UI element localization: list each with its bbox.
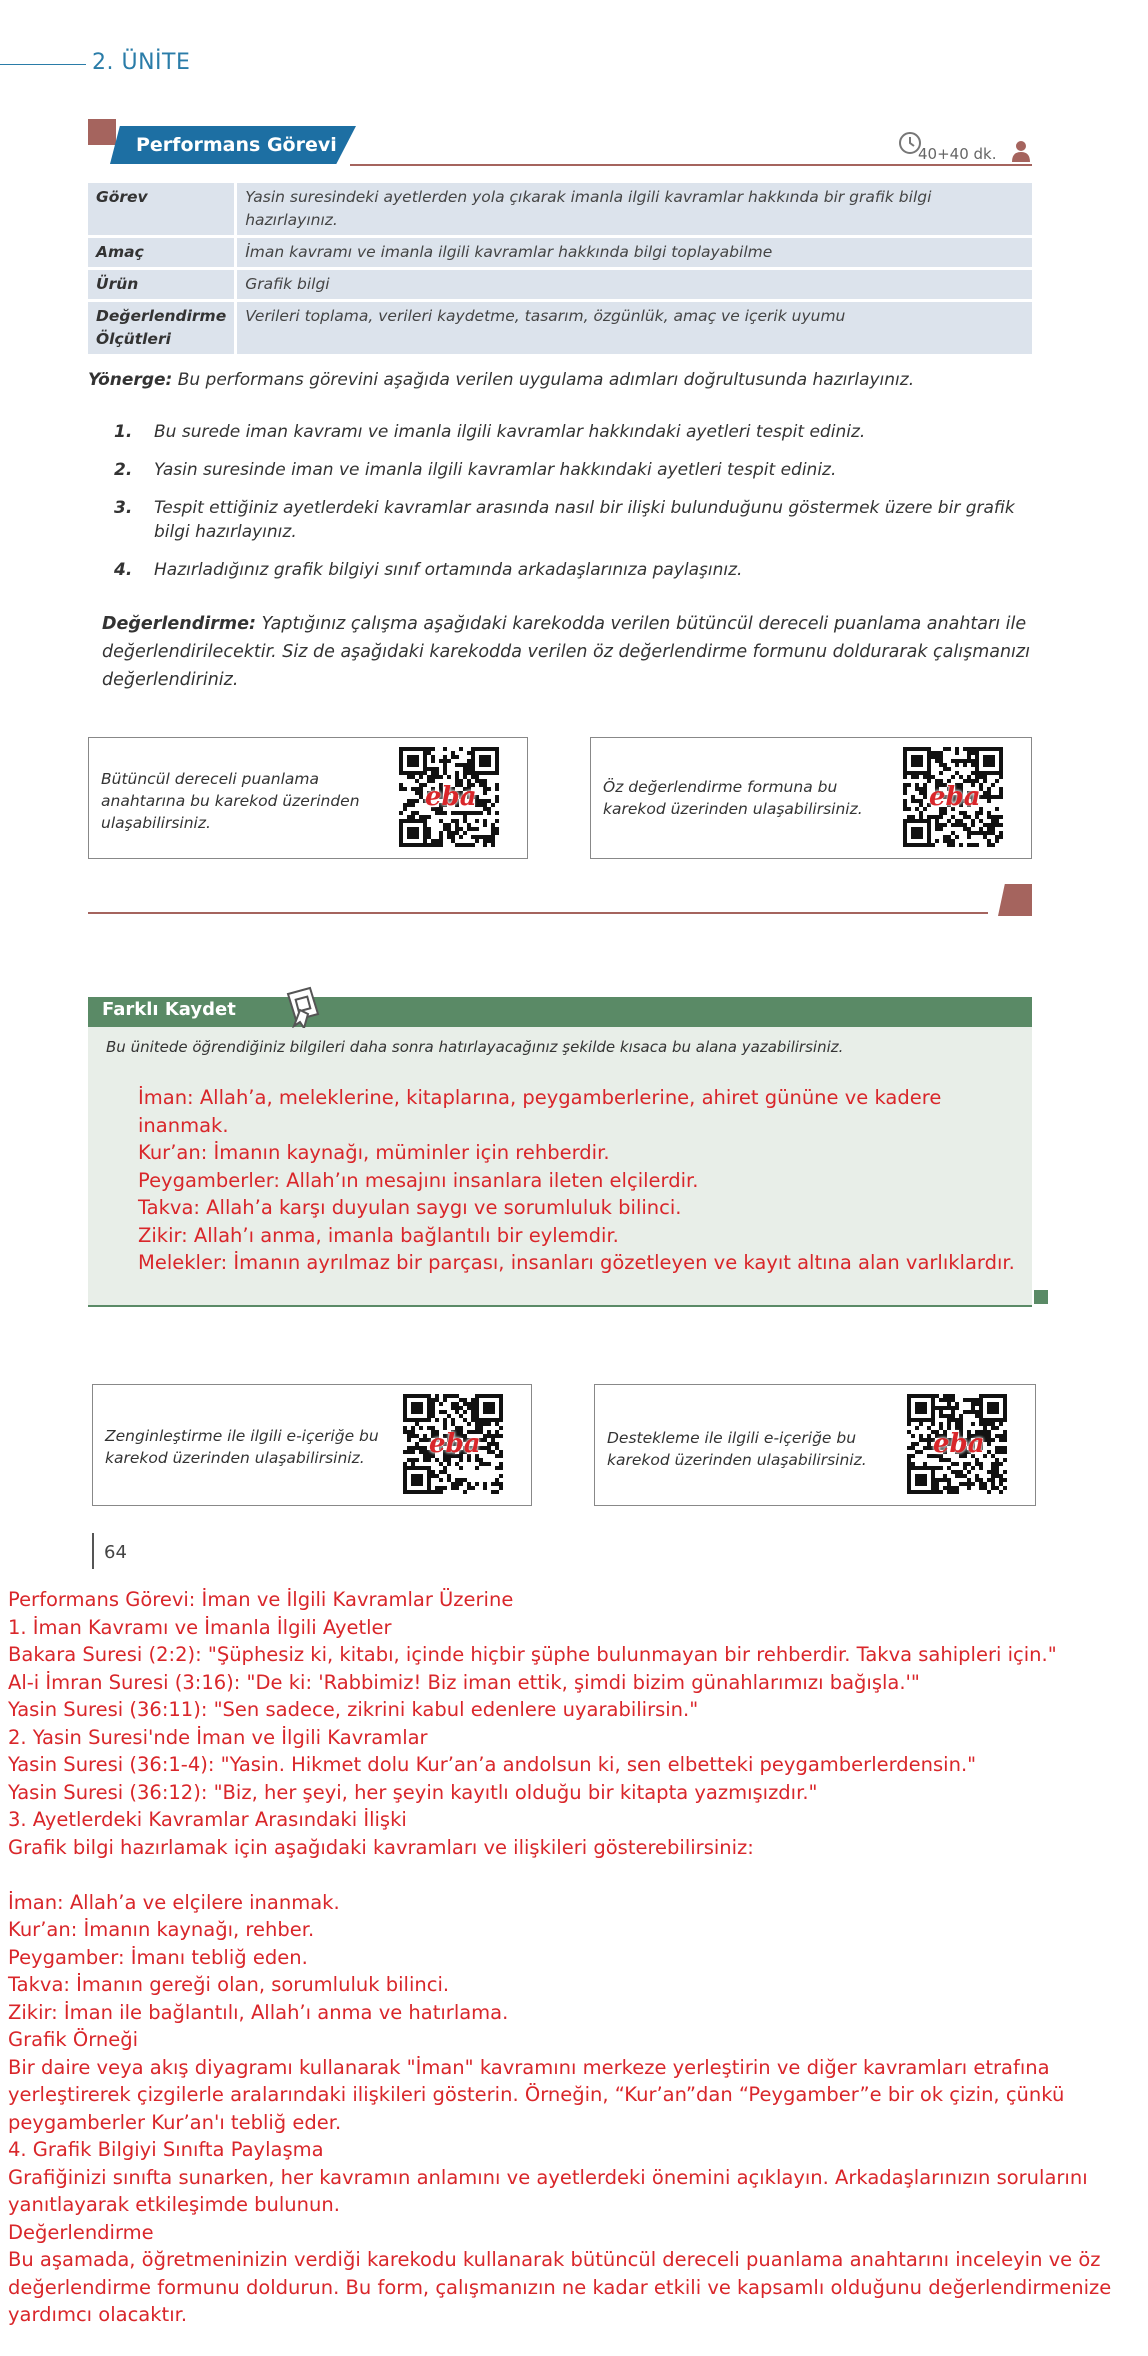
step-number: 4. — [114, 560, 133, 580]
step-text: Yasin suresinde iman ve imanla ilgili kavramlar hakkındaki ayetleri tespit ediniz. — [154, 460, 837, 480]
note-paragraph: Değerlendirme — [8, 2220, 154, 2244]
note-line: Melekler: İmanın ayrılmaz bir parçası, insanları gözetleyen ve kayıt altına alan varlıklardır. — [138, 1251, 1015, 1274]
note-paragraph: Grafik Örneği — [8, 2028, 139, 2051]
instruction-text — [88, 370, 1032, 390]
person-icon — [1010, 140, 1032, 162]
eba-logo-icon: eba — [929, 782, 981, 812]
instruction-body: Bu performans görevini aşağıda verilen uygulama adımları doğrultusunda hazırlayınız. — [172, 370, 915, 390]
note-paragraph: Yasin Suresi (36:1-4): "Yasin. Hikmet dolu Kur’an’a andolsun ki, sen elbetteki peygamberlerdensin." — [8, 1753, 977, 1776]
steps-list — [114, 420, 1032, 596]
note-paragraph: Bir daire veya akış diyagramı kullanarak "İman" kavramını merkeze yerleştirin ve diğer kavramları etrafına yerleştirerek çizgilerle aralarındaki ilişkileri gösterin. Örneğin, “Kur’an”dan “Peygamber”e bir ok çizin, çünkü peygamberler Kur’an'ı tebliğ eder. — [8, 2055, 1065, 2134]
note-line: İman: Allah’a, meleklerine, kitaplarına, peygamberlerine, ahiret gününe ve kadere inanmak. — [138, 1086, 942, 1137]
row-value: Grafik bilgi — [237, 270, 1032, 299]
table-row — [88, 183, 1032, 235]
note-paragraph — [8, 1861, 1144, 1889]
row-key: Amaç — [88, 238, 237, 267]
note-paragraph: Bu aşamada, öğretmeninizin verdiği karekodu kullanarak bütüncül dereceli puanlama anahtarını inceleyin ve öz değerlendirme formunu doldurun. Bu form, çalışmanızın ne kadar etkili ve kapsamlı olduğunu değerlendirmenize yardımcı olacaktır. — [8, 2248, 1112, 2326]
evaluation-label: Değerlendirme: — [102, 614, 257, 634]
page-number: 64 — [104, 1542, 127, 1563]
eba-logo-icon: eba — [429, 1429, 481, 1459]
note-paragraph: Grafik bilgi hazırlamak için aşağıdaki kavramları ve ilişkileri gösterebilirsiniz: — [8, 1835, 754, 1859]
note-line: Kur’an: İmanın kaynağı, müminler için rehberdir. — [138, 1141, 610, 1164]
note-paragraph: Yasin Suresi (36:11): "Sen sadece, zikrini kabul edenlere uyarabilirsin." — [8, 1698, 699, 1721]
unit-rule — [0, 64, 86, 65]
banner-marker — [88, 119, 116, 145]
row-value: Yasin suresindeki ayetlerden yola çıkarak imanla ilgili kavramlar hakkında bir grafik bilgi hazırlayınız. — [237, 183, 1032, 235]
notes-panel-title: Farklı Kaydet — [102, 999, 236, 1020]
note-paragraph: Grafiğinizi sınıfta sunarken, her kavramın anlamını ve ayetlerdeki önemini açıklayın. Arkadaşlarınızın sorularını yanıtlayarak etkileşimde bulunun. — [8, 2165, 1088, 2216]
table-row — [88, 302, 1032, 354]
task-info-table — [88, 180, 1032, 357]
task-banner-title: Performans Görevi — [136, 134, 337, 156]
note-line: Zikir: Allah’ı anma, imanla bağlantılı bir eylemdir. — [138, 1223, 619, 1247]
note-paragraph: Al-i İmran Suresi (3:16): "De ki: 'Rabbimiz! Biz iman ettik, şimdi bizim günahlarımızı bağışla.'" — [8, 1670, 920, 1694]
note-line: Peygamberler: Allah’ın mesajını insanlara ileten elçilerdir. — [138, 1168, 699, 1192]
list-item — [114, 558, 1032, 582]
page-number-bar — [92, 1533, 94, 1569]
eba-logo-icon: eba — [425, 782, 477, 812]
note-line: Takva: Allah’a karşı duyulan saygı ve sorumluluk bilinci. — [138, 1196, 682, 1219]
qr-card-support[interactable] — [594, 1384, 1036, 1506]
row-key: Görev — [88, 183, 237, 235]
step-number: 1. — [114, 422, 133, 442]
table-row — [88, 270, 1032, 299]
section-divider — [88, 912, 988, 914]
table-row — [88, 238, 1032, 267]
note-paragraph: 2. Yasin Suresi'nde İman ve İlgili Kavramlar — [8, 1725, 428, 1749]
qr-card-text: Bütüncül dereceli puanlama anahtarına bu karekod üzerinden ulaşabilirsiniz. — [101, 770, 360, 832]
note-paragraph: 1. İman Kavramı ve İmanla İlgili Ayetler — [8, 1615, 392, 1639]
list-item — [114, 496, 1032, 544]
step-text: Hazırladığınız grafik bilgiyi sınıf ortamında arkadaşlarınıza paylaşınız. — [154, 560, 743, 580]
banner-underline — [350, 164, 1032, 166]
qr-card-text: Öz değerlendirme formuna bu karekod üzerinden ulaşabilirsiniz. — [603, 778, 863, 818]
qr-card-text: Zenginleştirme ile ilgili e-içeriğe bu karekod üzerinden ulaşabilirsiniz. — [105, 1427, 379, 1467]
step-text: Bu surede iman kavramı ve imanla ilgili kavramlar hakkındaki ayetleri tespit ediniz. — [154, 422, 866, 442]
qr-card-enrichment[interactable] — [92, 1384, 532, 1506]
row-key: Değerlendirme Ölçütleri — [88, 302, 237, 354]
row-key: Ürün — [88, 270, 237, 299]
instruction-label: Yönerge: — [88, 370, 173, 390]
save-icon — [280, 984, 324, 1028]
note-paragraph: Kur’an: İmanın kaynağı, rehber. — [8, 1918, 315, 1941]
note-paragraph: 4. Grafik Bilgiyi Sınıfta Paylaşma — [8, 2138, 324, 2161]
evaluation-body: Yaptığınız çalışma aşağıdaki karekodda verilen bütüncül dereceli puanlama anahtarı ile değerlendirilecektir. Siz de aşağıdaki karekodda verilen öz değerlendirme formunu doldurarak çalışmanızı değerlendiriniz. — [102, 614, 1030, 690]
note-paragraph: Zikir: İman ile bağlantılı, Allah’ı anma ve hatırlama. — [8, 2000, 509, 2024]
note-paragraph: 3. Ayetlerdeki Kavramlar Arasındaki İlişki — [8, 1808, 407, 1831]
step-number: 2. — [114, 460, 133, 480]
list-item — [114, 458, 1032, 482]
step-text: Tespit ettiğiniz ayetlerdeki kavramlar arasında nasıl bir ilişki bulunduğunu göstermek üzere bir grafik bilgi hazırlayınız. — [154, 498, 1015, 542]
duration-text: 40+40 dk. — [918, 145, 997, 163]
row-value: İman kavramı ve imanla ilgili kavramlar hakkında bilgi toplayabilme — [237, 238, 1032, 267]
note-paragraph: Bakara Suresi (2:2): "Şüphesiz ki, kitabı, içinde hiçbir şüphe bulunmayan bir rehberdir. Takva sahipleri için." — [8, 1643, 1057, 1666]
evaluation-text — [102, 610, 1032, 694]
panel-corner-marker — [1034, 1290, 1048, 1304]
qr-card-text: Destekleme ile ilgili e-içeriğe bu karekod üzerinden ulaşabilirsiniz. — [607, 1429, 867, 1469]
note-paragraph: Takva: İmanın gereği olan, sorumluluk bilinci. — [8, 1973, 450, 1996]
unit-title: 2. ÜNİTE — [92, 50, 191, 75]
note-paragraph: Peygamber: İmanı tebliğ eden. — [8, 1945, 308, 1969]
answer-notes — [8, 1586, 1144, 2329]
note-paragraph: Yasin Suresi (36:12): "Biz, her şeyi, her şeyin kayıtlı olduğu bir kitapta yazmışızdır." — [8, 1780, 818, 1804]
note-paragraph: Performans Görevi: İman ve İlgili Kavramlar Üzerine — [8, 1588, 514, 1611]
eba-logo-icon: eba — [933, 1429, 985, 1459]
list-item — [114, 420, 1032, 444]
notes-panel-intro: Bu ünitede öğrendiğiniz bilgileri daha sonra hatırlayacağınız şekilde kısaca bu alana yazabilirsiniz. — [106, 1038, 844, 1056]
notes-panel-content[interactable] — [138, 1084, 1028, 1277]
qr-card-rubric[interactable] — [88, 737, 528, 859]
step-number: 3. — [114, 498, 133, 518]
divider-marker — [998, 884, 1032, 916]
row-value: Verileri toplama, verileri kaydetme, tasarım, özgünlük, amaç ve içerik uyumu — [237, 302, 1032, 354]
qr-card-self-eval[interactable] — [590, 737, 1032, 859]
note-paragraph: İman: Allah’a ve elçilere inanmak. — [8, 1890, 340, 1914]
